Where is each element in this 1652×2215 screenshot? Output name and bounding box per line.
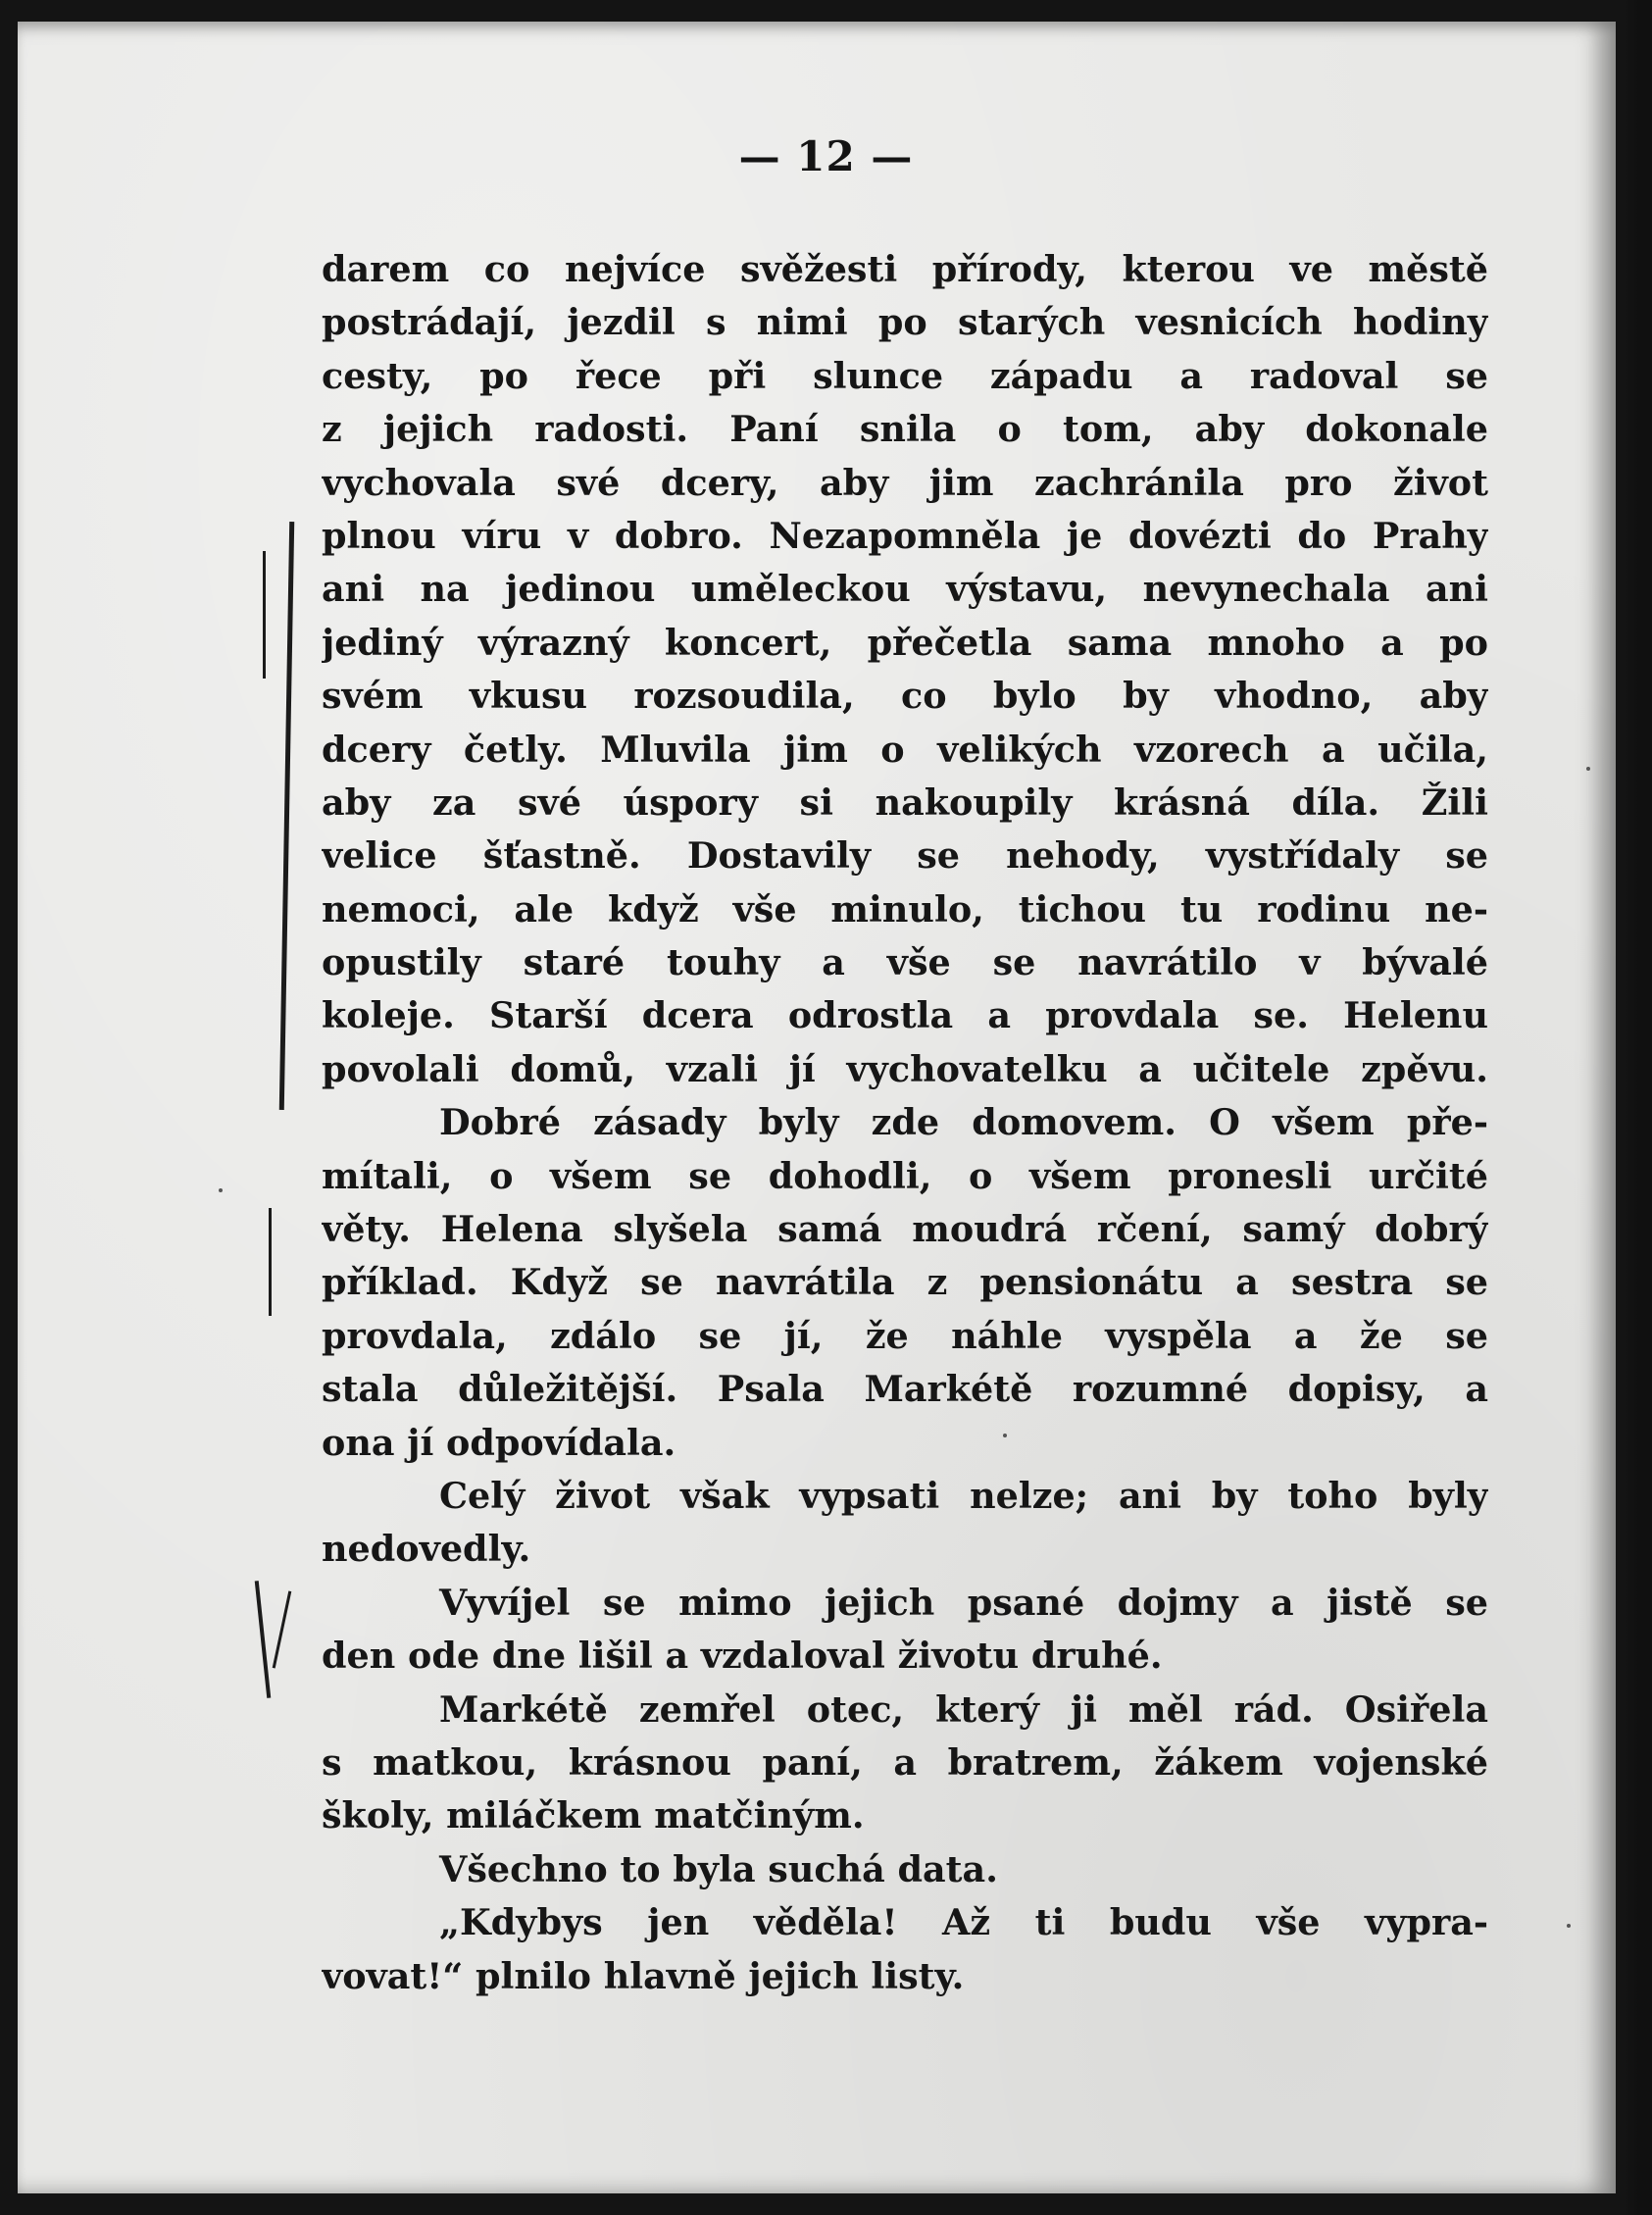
text-line: mítali, o všem se dohodli, o všem pronesli určité bbox=[322, 1154, 1488, 1197]
margin-line-long bbox=[279, 522, 294, 1110]
text-line: opustily staré touhy a vše se navrátilo v bývalé bbox=[322, 941, 1488, 984]
text-line: ona jí odpovídala. bbox=[322, 1421, 676, 1464]
text-line: příklad. Když se navrátila z pensionátu a sestra se bbox=[322, 1261, 1488, 1304]
margin-pen-stroke-2 bbox=[273, 1591, 292, 1669]
margin-pen-stroke bbox=[255, 1581, 272, 1698]
text-line: aby za své úspory si nakoupily krásná díla. Žili bbox=[322, 780, 1488, 824]
body-text bbox=[322, 243, 1488, 2003]
speck bbox=[219, 1188, 223, 1192]
text-line: darem co nejvíce svěžesti přírody, kterou ve městě bbox=[322, 248, 1488, 290]
text-line: školy, miláčkem matčiným. bbox=[322, 1794, 865, 1837]
text-line: plnou víru v dobro. Nezapomněla je dovézti do Prahy bbox=[322, 514, 1488, 557]
text-line: stala důležitější. Psala Markétě rozumné dopisy, a bbox=[322, 1368, 1488, 1411]
text-line: věty. Helena slyšela samá moudrá rčení, samý dobrý bbox=[322, 1208, 1488, 1251]
speck bbox=[1567, 1924, 1571, 1928]
text-line: den ode dne lišil a vzdaloval životu druhé. bbox=[322, 1635, 1163, 1678]
text-line: vychovala své dcery, aby jim zachránila pro život bbox=[322, 461, 1488, 504]
text-line: Markétě zemřel otec, který ji měl rád. Osiřela bbox=[439, 1687, 1488, 1731]
text-line: svém vkusu rozsoudila, co bylo by vhodno, aby bbox=[322, 675, 1488, 718]
text-line: nemoci, ale když vše minulo, tichou tu rodinu ne- bbox=[322, 887, 1488, 931]
text-line: Celý život však vypsati nelze; ani by toho byly bbox=[439, 1474, 1488, 1517]
text-line: ani na jedinou uměleckou výstavu, nevynechala ani bbox=[322, 568, 1488, 611]
text-line: povolali domů, vzali jí vychovatelku a učitele zpěvu. bbox=[322, 1047, 1488, 1090]
text-line: koleje. Starší dcera odrostla a provdala se. Helenu bbox=[322, 994, 1488, 1037]
text-line: z jejich radosti. Paní snila o tom, aby dokonale bbox=[322, 408, 1488, 451]
text-line: „Kdybys jen věděla! Až ti budu vše vypra- bbox=[439, 1901, 1488, 1944]
text-line: vovat!“ plnilo hlavně jejich listy. bbox=[322, 1954, 965, 1997]
text-line: nedovedly. bbox=[322, 1528, 531, 1571]
margin-tick-mark bbox=[269, 1208, 272, 1316]
text-line: dcery četly. Mluvila jim o velikých vzorech a učila, bbox=[322, 728, 1488, 771]
text-line: postrádají, jezdil s nimi po starých vesnicích hodiny bbox=[322, 301, 1488, 344]
binding-shadow bbox=[1623, 0, 1652, 2215]
text-line: provdala, zdálo se jí, že náhle vyspěla a že se bbox=[322, 1314, 1488, 1357]
speck bbox=[1586, 767, 1590, 771]
page-number: — 12 — bbox=[738, 132, 914, 180]
text-line: cesty, po řece při slunce západu a radoval se bbox=[322, 354, 1488, 397]
text-line: velice šťastně. Dostavily se nehody, vystřídaly se bbox=[322, 834, 1488, 878]
text-line: Všechno to byla suchá data. bbox=[439, 1847, 998, 1890]
text-line: Dobré zásady byly zde domovem. O všem pře- bbox=[439, 1101, 1488, 1144]
text-line: jediný výrazný koncert, přečetla sama mnoho a po bbox=[322, 621, 1488, 664]
margin-line-short bbox=[263, 551, 266, 679]
text-line: Vyvíjel se mimo jejich psané dojmy a jistě se bbox=[439, 1581, 1488, 1624]
text-line: s matkou, krásnou paní, a bratrem, žákem vojenské bbox=[322, 1740, 1488, 1784]
